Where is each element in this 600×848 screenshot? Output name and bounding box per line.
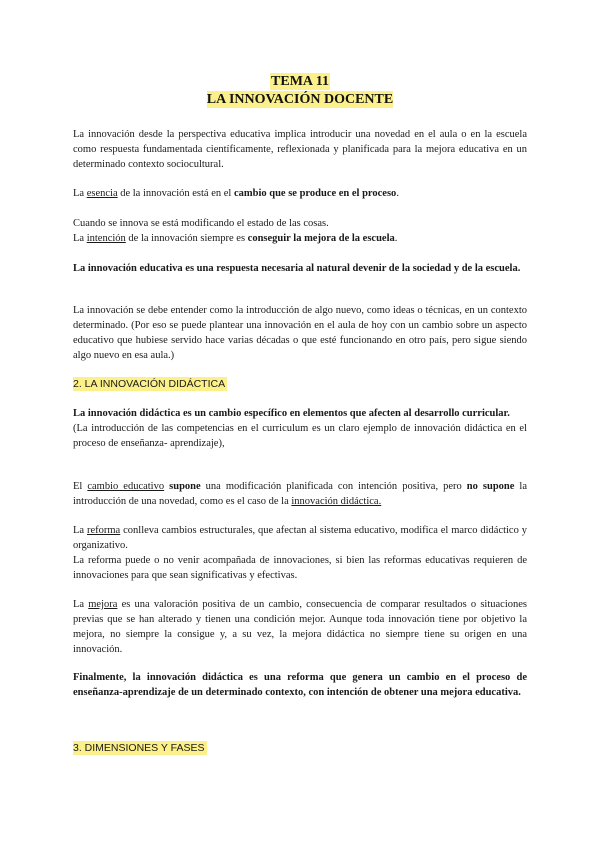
paragraph-reforma: La reforma conlleva cambios estructurales, que afectan al sistema educativo, modifica el marco didáctico y organizativo. La reforma puede o no venir acompañada de innovaciones, si bien las reformas educativas requieren de innovaciones para que sean significativas y efectivas. bbox=[73, 525, 527, 581]
document-title bbox=[0, 72, 600, 108]
section-heading-3: 3. DIMENSIONES Y FASES bbox=[73, 742, 205, 754]
paragraph-finalmente: Finalmente, la innovación didáctica es una reforma que genera un cambio en el proceso de enseñanza-aprendizaje de un determinado contexto, con intención de obtener una mejora educativa. bbox=[73, 672, 527, 698]
title-line-2: LA INNOVACIÓN DOCENTE bbox=[206, 92, 394, 107]
paragraph-mejora: La mejora es una valoración positiva de un cambio, consecuencia de comparar resultados o situaciones previas que se han alterado y tienen una condición mejor. Aunque toda innovación tiene por objetivo la mejora, no siempre la consigue y, a su vez, la mejora didáctica no siempre tiene su origen en una innovación. bbox=[73, 599, 528, 655]
section-heading-2: 2. LA INNOVACIÓN DIDÁCTICA bbox=[73, 378, 226, 390]
paragraph-innovacion-didactica: La innovación didáctica es un cambio específico en elementos que afecten al desarrollo curricular. (La introducción de las competencias en el curriculum es un claro ejemplo de innovación didáctica en el proceso de enseñanza- aprendizaje), bbox=[73, 408, 527, 449]
paragraph-introduccion-algo-nuevo: La innovación se debe entender como la introducción de algo nuevo, como ideas o técnicas, en un contexto determinado. (Por eso se puede plantear una innovación en el aula de hoy con un cambio sobre un aspecto educativo que hubiese servido hace varias décadas o que esté funcionando en otro país, pero sigue siendo algo nuevo en esa aula.) bbox=[73, 305, 527, 361]
title-line-1: TEMA 11 bbox=[271, 74, 329, 89]
paragraph-cambio-educativo: El cambio educativo supone una modificación planificada con intención positiva, pero no supone la introducción de una novedad, como es el caso de la innovación didáctica. bbox=[73, 481, 528, 507]
paragraph-intencion: Cuando se innova se está modificando el estado de las cosas. La intención de la innovación siempre es conseguir la mejora de la escuela. bbox=[73, 218, 398, 244]
paragraph-esencia: La esencia de la innovación está en el cambio que se produce en el proceso. bbox=[73, 188, 399, 199]
paragraph-intro: La innovación desde la perspectiva educativa implica introducir una novedad en el aula o en la escuela como respuesta fundamentada científicamente, reflexionada y planificada para la mejora educativa en un determinado contexto sociocultural. bbox=[73, 129, 527, 170]
paragraph-respuesta-necesaria: La innovación educativa es una respuesta necesaria al natural devenir de la sociedad y de la escuela. bbox=[73, 263, 521, 274]
